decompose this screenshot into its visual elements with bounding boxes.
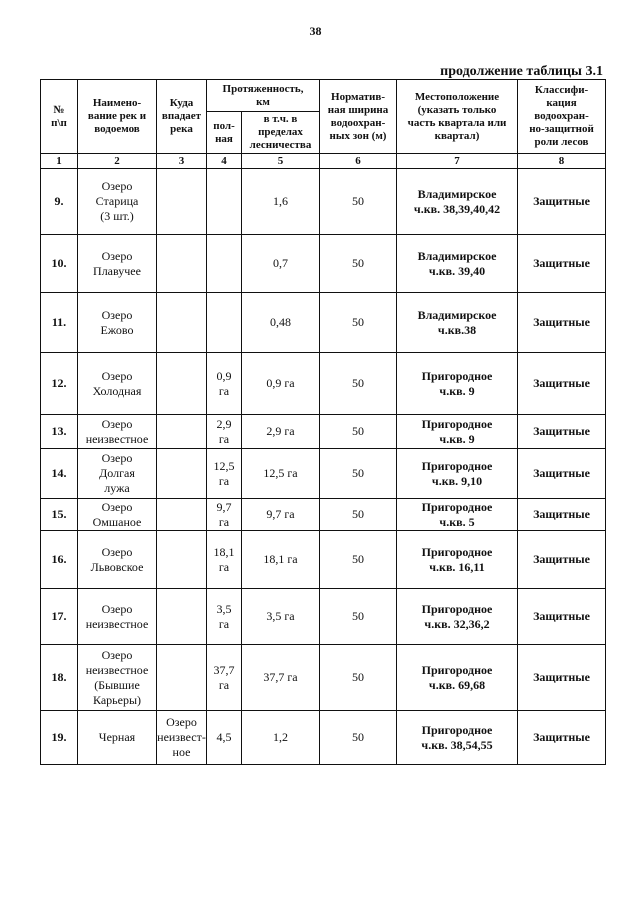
cell-length-within: 12,5 га [242, 449, 320, 499]
column-number: 8 [518, 154, 606, 169]
cell-name: Озеро неизвестное [78, 415, 157, 449]
header-length-full: пол- ная [207, 112, 242, 154]
cell-flows-into: Озеро неизвест- ное [157, 711, 207, 765]
cell-name: Озеро Ежово [78, 293, 157, 353]
cell-num: 17. [41, 589, 78, 645]
cell-num: 15. [41, 499, 78, 531]
cell-classification: Защитные [518, 415, 606, 449]
cell-length-full: 0,9 га [207, 353, 242, 415]
column-number: 2 [78, 154, 157, 169]
cell-flows-into [157, 449, 207, 499]
cell-num: 12. [41, 353, 78, 415]
cell-flows-into [157, 531, 207, 589]
cell-width: 50 [320, 499, 397, 531]
cell-flows-into [157, 169, 207, 235]
cell-location: Пригородное ч.кв. 9 [397, 415, 518, 449]
cell-width: 50 [320, 415, 397, 449]
cell-classification: Защитные [518, 711, 606, 765]
cell-length-full: 18,1 га [207, 531, 242, 589]
header-length: Протяженность, км [207, 80, 320, 112]
cell-flows-into [157, 499, 207, 531]
cell-flows-into [157, 293, 207, 353]
cell-name: Озеро неизвестное [78, 589, 157, 645]
cell-length-full: 37,7 га [207, 645, 242, 711]
header-classification: Классифи- кация водоохран- но-защитной роли лесов [518, 80, 606, 154]
header-flows-into: Куда впадает река [157, 80, 207, 154]
cell-length-full [207, 235, 242, 293]
cell-length-within: 1,2 [242, 711, 320, 765]
page-number: 38 [309, 24, 322, 38]
cell-width: 50 [320, 589, 397, 645]
cell-name: Озеро Львовское [78, 531, 157, 589]
cell-name: Озеро Долгая лужа [78, 449, 157, 499]
table-row [41, 645, 606, 711]
column-number: 5 [242, 154, 320, 169]
cell-num: 19. [41, 711, 78, 765]
cell-location: Владимирское ч.кв. 39,40 [397, 235, 518, 293]
cell-location: Пригородное ч.кв. 5 [397, 499, 518, 531]
cell-location: Владимирское ч.кв. 38,39,40,42 [397, 169, 518, 235]
cell-classification: Защитные [518, 293, 606, 353]
cell-classification: Защитные [518, 449, 606, 499]
cell-length-within: 2,9 га [242, 415, 320, 449]
table-row [41, 353, 606, 415]
cell-num: 11. [41, 293, 78, 353]
header-name: Наимено- вание рек и водоемов [78, 80, 157, 154]
column-number: 7 [397, 154, 518, 169]
cell-width: 50 [320, 353, 397, 415]
table-row [41, 589, 606, 645]
cell-name: Озеро Плавучее [78, 235, 157, 293]
cell-length-full: 9,7 га [207, 499, 242, 531]
cell-location: Пригородное ч.кв. 38,54,55 [397, 711, 518, 765]
cell-width: 50 [320, 711, 397, 765]
cell-name: Озеро Омшаное [78, 499, 157, 531]
table-row [41, 711, 606, 765]
cell-num: 10. [41, 235, 78, 293]
header-num: № п\п [41, 80, 78, 154]
cell-classification: Защитные [518, 169, 606, 235]
cell-flows-into [157, 589, 207, 645]
cell-num: 9. [41, 169, 78, 235]
table-row [41, 415, 606, 449]
cell-length-within: 0,7 [242, 235, 320, 293]
column-numbers-row [41, 154, 606, 169]
cell-name: Озеро Старица (3 шт.) [78, 169, 157, 235]
cell-width: 50 [320, 531, 397, 589]
cell-length-within: 3,5 га [242, 589, 320, 645]
cell-width: 50 [320, 293, 397, 353]
column-number: 1 [41, 154, 78, 169]
header-location: Местоположение (указать только часть квартала или квартал) [397, 80, 518, 154]
table-row [41, 169, 606, 235]
cell-location: Владимирское ч.кв.38 [397, 293, 518, 353]
cell-flows-into [157, 353, 207, 415]
column-number: 4 [207, 154, 242, 169]
cell-width: 50 [320, 169, 397, 235]
cell-name: Озеро неизвестное (Бывшие Карьеры) [78, 645, 157, 711]
table-row [41, 449, 606, 499]
cell-num: 13. [41, 415, 78, 449]
cell-length-within: 0,48 [242, 293, 320, 353]
cell-length-full: 12,5 га [207, 449, 242, 499]
cell-flows-into [157, 645, 207, 711]
cell-length-full: 4,5 [207, 711, 242, 765]
cell-width: 50 [320, 645, 397, 711]
water-bodies-table [40, 79, 606, 765]
table-row [41, 293, 606, 353]
cell-classification: Защитные [518, 589, 606, 645]
cell-flows-into [157, 235, 207, 293]
cell-classification: Защитные [518, 235, 606, 293]
cell-length-within: 1,6 [242, 169, 320, 235]
cell-location: Пригородное ч.кв. 32,36,2 [397, 589, 518, 645]
cell-flows-into [157, 415, 207, 449]
cell-num: 18. [41, 645, 78, 711]
table-row [41, 499, 606, 531]
header-length-within: в т.ч. в пределах лесничества [242, 112, 320, 154]
cell-classification: Защитные [518, 353, 606, 415]
cell-location: Пригородное ч.кв. 69,68 [397, 645, 518, 711]
cell-classification: Защитные [518, 645, 606, 711]
table-continuation-label: продолжение таблицы 3.1 [440, 64, 603, 79]
cell-length-full [207, 169, 242, 235]
cell-classification: Защитные [518, 531, 606, 589]
cell-location: Пригородное ч.кв. 9,10 [397, 449, 518, 499]
cell-width: 50 [320, 235, 397, 293]
cell-location: Пригородное ч.кв. 16,11 [397, 531, 518, 589]
cell-name: Черная [78, 711, 157, 765]
table-row [41, 235, 606, 293]
cell-num: 14. [41, 449, 78, 499]
table-body [41, 169, 606, 765]
header-width: Норматив- ная ширина водоохран- ных зон (м) [320, 80, 397, 154]
cell-length-full: 3,5 га [207, 589, 242, 645]
cell-length-within: 0,9 га [242, 353, 320, 415]
cell-classification: Защитные [518, 499, 606, 531]
table-row [41, 531, 606, 589]
column-number: 6 [320, 154, 397, 169]
column-number: 3 [157, 154, 207, 169]
cell-name: Озеро Холодная [78, 353, 157, 415]
cell-length-full: 2,9 га [207, 415, 242, 449]
cell-length-within: 37,7 га [242, 645, 320, 711]
cell-length-full [207, 293, 242, 353]
cell-location: Пригородное ч.кв. 9 [397, 353, 518, 415]
cell-length-within: 18,1 га [242, 531, 320, 589]
cell-width: 50 [320, 449, 397, 499]
cell-num: 16. [41, 531, 78, 589]
cell-length-within: 9,7 га [242, 499, 320, 531]
